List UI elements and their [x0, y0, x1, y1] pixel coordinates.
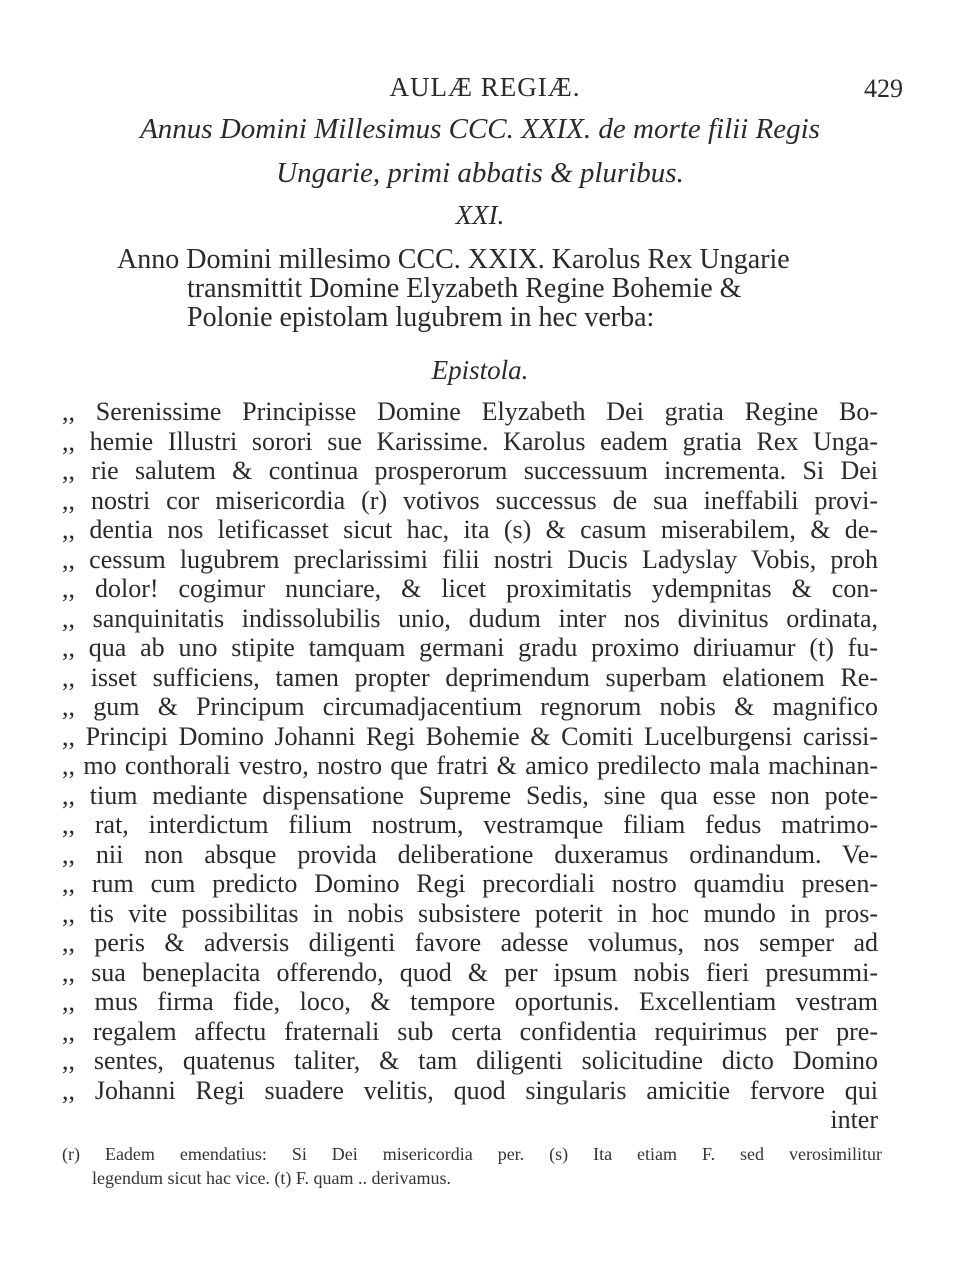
section-heading-line-1: Annus Domini Millesimus CCC. XXIX. de morte filii Regis — [140, 113, 820, 145]
letter-line: ,, mus firma fide, loco, & tempore oportunis. Excellentiam vestram — [62, 987, 878, 1016]
letter-line: ,, peris & adversis diligenti favore adesse volumus, nos semper ad — [62, 928, 878, 957]
letter-line: ,, nii non absque provida deliberatione duxeramus ordinandum. Ve- — [62, 839, 878, 869]
letter-line: ,, sua beneplacita offerendo, quod & per ipsum nobis fieri presummi- — [62, 957, 878, 987]
running-title: AULÆ REGIÆ. — [389, 72, 581, 102]
letter-line: ,, regalem affectu fraternali sub certa confidentia requirimus per pre- — [62, 1016, 878, 1046]
footnote-line: (r) Eadem emendatius: Si Dei misericordia per. (s) Ita etiam F. sed verosimilitur — [62, 1144, 882, 1164]
intro-paragraph — [112, 245, 882, 332]
letter-line: ,, tis vite possibilitas in nobis subsistere poterit in hoc mundo in pros- — [62, 898, 878, 928]
letter-body — [62, 397, 878, 1135]
letter-line: ,, gum & Principum circumadjacentium regnorum nobis & magnifico — [62, 692, 878, 721]
footnote-line: legendum sicut hac vice. (t) F. quam .. derivamus. — [92, 1168, 451, 1188]
epistola-label: Epistola. — [431, 355, 529, 385]
letter-line: ,, dentia nos letificasset sicut hac, ita (s) & casum miserabilem, & de- — [62, 515, 878, 544]
letter-line: ,, mo conthorali vestro, nostro que fratri & amico predilecto mala machinan- — [62, 751, 878, 780]
letter-line: ,, Principi Domino Johanni Regi Bohemie & Comiti Lucelburgensi carissi- — [62, 721, 878, 751]
letter-line: ,, dolor! cogimur nunciare, & licet proximitatis ydempnitas & con- — [62, 574, 878, 603]
letter-line: ,, cessum lugubrem preclarissimi filii nostri Ducis Ladyslay Vobis, proh — [62, 544, 878, 574]
letter-line: ,, tium mediante dispensatione Supreme Sedis, sine qua esse non pote- — [62, 780, 878, 810]
section-number: XXI. — [455, 200, 505, 230]
letter-line: ,, Serenissime Principisse Domine Elyzabeth Dei gratia Regine Bo- — [62, 397, 878, 426]
letter-line: ,, isset sufficiens, tamen propter deprimendum superbam elationem Re- — [62, 662, 878, 692]
page-number: 429 — [864, 74, 903, 103]
letter-line: ,, hemie Illustri sorori sue Karissime. Karolus eadem gratia Rex Unga- — [62, 426, 878, 456]
letter-line: ,, rat, interdictum filium nostrum, vestramque filiam fedus matrimo- — [62, 810, 878, 839]
intro-line: Anno Domini millesimo CCC. XXIX. Karolus Rex Ungarie — [117, 244, 790, 275]
letter-line: ,, sentes, quatenus taliter, & tam diligenti solicitudine dicto Domino — [62, 1046, 878, 1075]
letter-line: ,, rie salutem & continua prosperorum successuum incrementa. Si Dei — [62, 456, 878, 485]
letter-line: ,, sanquinitatis indissolubilis unio, dudum inter nos divinitus ordinata, — [62, 603, 878, 633]
footnotes — [62, 1142, 882, 1190]
running-head — [0, 72, 960, 112]
letter-line: ,, rum cum predicto Domino Regi precordiali nostro quamdiu presen- — [62, 869, 878, 898]
letter-line: ,, qua ab uno stipite tamquam germani gradu proximo diriuamur (t) fu- — [62, 633, 878, 662]
letter-line: ,, Johanni Regi suadere velitis, quod singularis amicitie fervore qui — [62, 1075, 878, 1105]
section-heading-line-2: Ungarie, primi abbatis & pluribus. — [276, 157, 684, 189]
letter-line: inter — [830, 1105, 878, 1134]
intro-line: Polonie epistolam lugubrem in hec verba: — [187, 302, 655, 333]
letter-line: ,, nostri cor misericordia (r) votivos successus de sua ineffabili provi- — [62, 485, 878, 515]
intro-line: transmittit Domine Elyzabeth Regine Bohemie & — [187, 273, 742, 304]
